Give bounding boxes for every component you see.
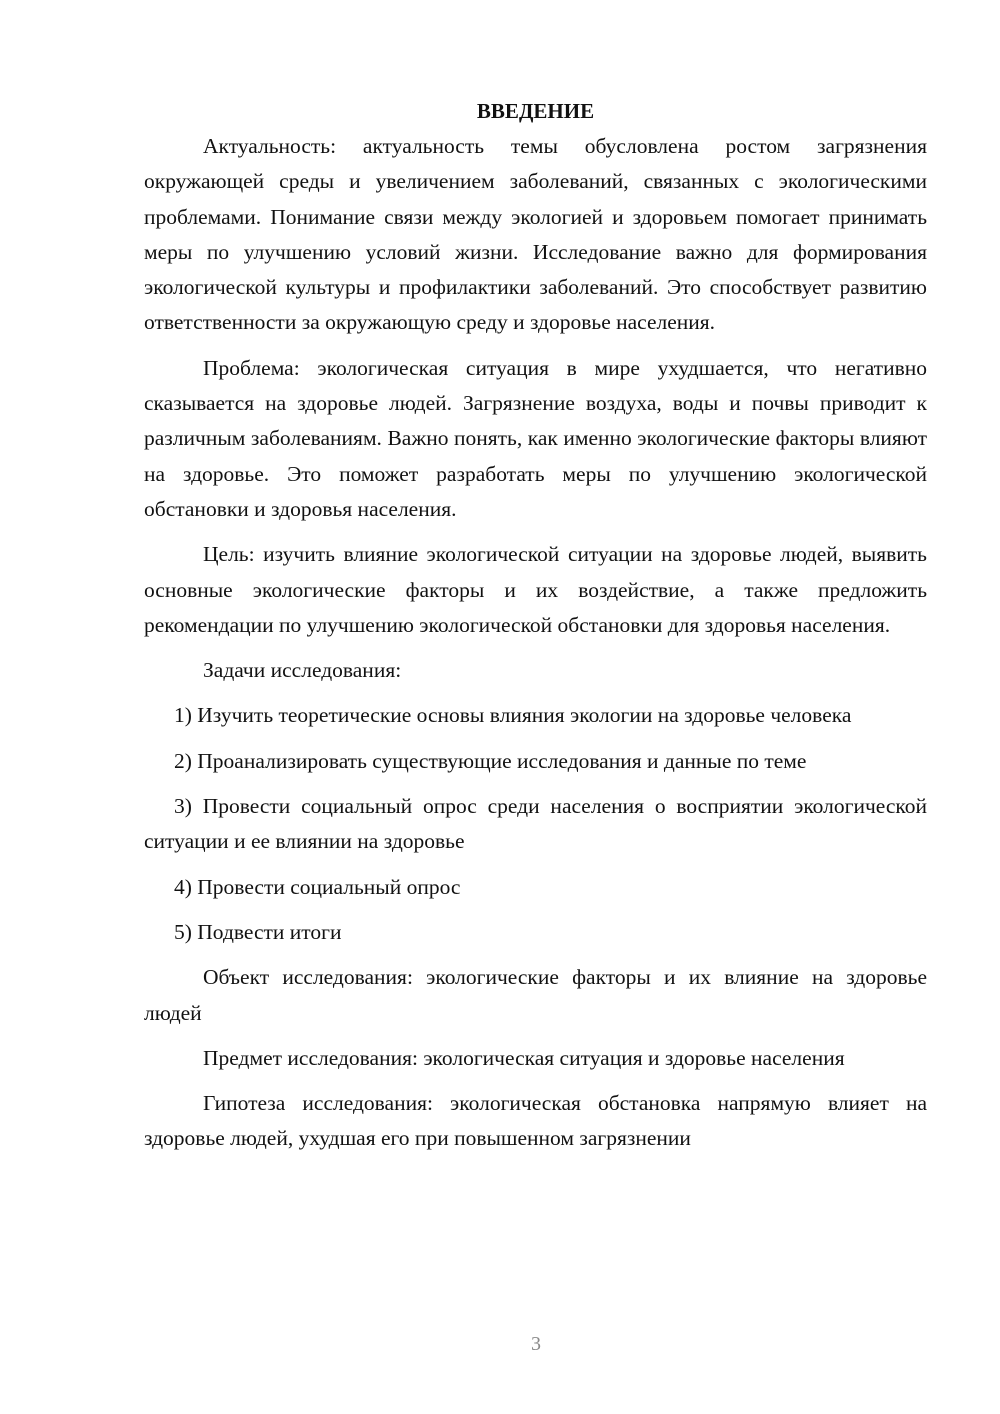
paragraph-goal: Цель: изучить влияние экологической ситуации на здоровье людей, выявить основные экологические факторы и их воздействие, а также предложить рекомендации по улучшению экологической обстановки для здоровья населения. [144,542,927,637]
task-item-2: 2) Проанализировать существующие исследования и данные по теме [174,748,807,773]
paragraph-relevance: Актуальность: актуальность темы обусловлена ростом загрязнения окружающей среды и увеличением заболеваний, связанных с экологическими проблемами. Понимание связи между экологией и здоровьем помогает принимать меры по улучшению условий жизни. Исследование важно для формирования экологической культуры и профилактики заболеваний. Это способствует развитию ответственности за окружающую среду и здоровье населения. [144,134,927,335]
page-number: 3 [531,1333,541,1355]
paragraph-problem: Проблема: экологическая ситуация в мире ухудшается, что негативно сказывается на здоровье людей. Загрязнение воздуха, воды и почвы приводит к различным заболеваниям. Важно понять, как именно экологические факторы влияют на здоровье. Это поможет разработать меры по улучшению экологической обстановки и здоровья населения. [144,355,927,521]
paragraph-subject: Предмет исследования: экологическая ситуация и здоровье населения [203,1045,845,1070]
section-title: ВВЕДЕНИЕ [476,99,595,123]
paragraph-hypothesis: Гипотеза исследования: экологическая обстановка напрямую влияет на здоровье людей, ухудшая его при повышенном загрязнении [144,1091,927,1151]
task-item-4: 4) Провести социальный опрос [174,874,461,899]
tasks-heading: Задачи исследования: [203,658,402,683]
task-item-5: 5) Подвести итоги [174,919,342,944]
task-item-1: 1) Изучить теоретические основы влияния экологии на здоровье человека [174,703,852,728]
task-item-3: 3) Провести социальный опрос среди населения о восприятии экологической ситуации и ее влиянии на здоровье [144,794,927,854]
document-body [144,94,927,1167]
paragraph-object: Объект исследования: экологические факторы и их влияние на здоровье людей [144,965,927,1025]
